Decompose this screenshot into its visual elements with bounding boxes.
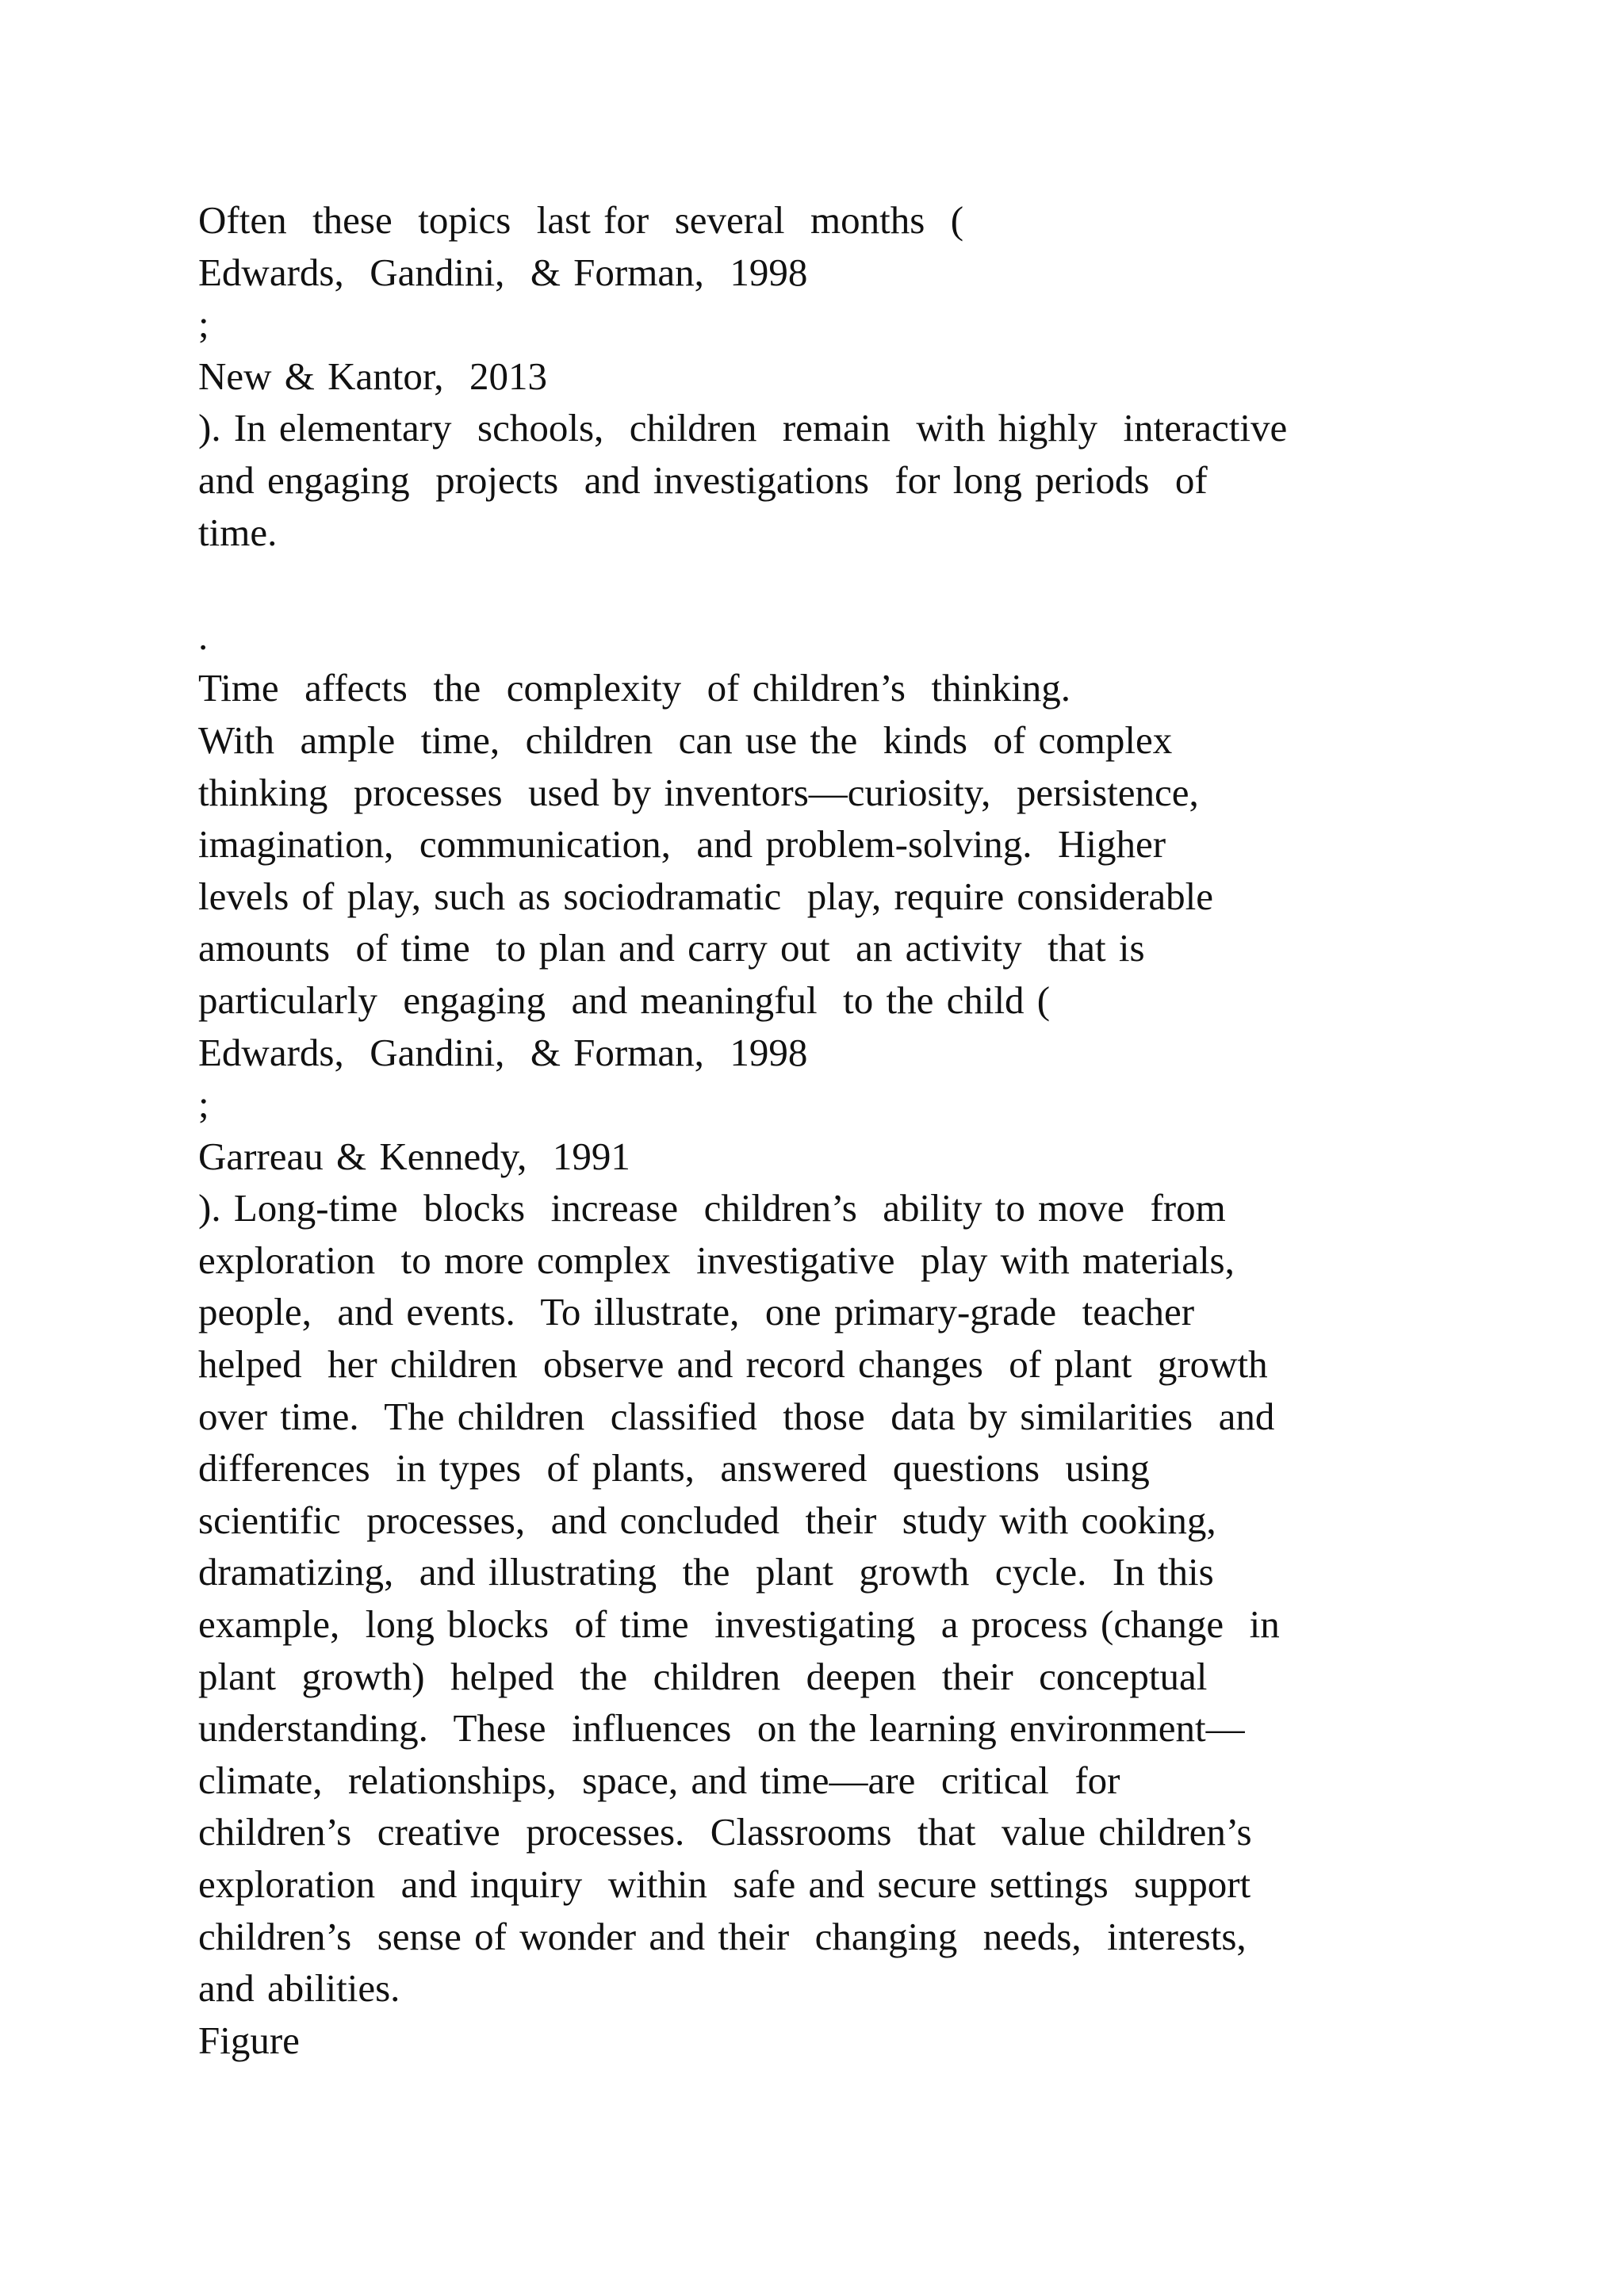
text-line: thinking processes used by inventors—curiosity, persistence, xyxy=(198,770,1199,814)
text-line: time. xyxy=(198,510,278,554)
text-line: ; xyxy=(198,1082,209,1127)
text-line: scientific processes, and concluded their study with cooking, xyxy=(198,1498,1216,1542)
text-line: children’s sense of wonder and their changing needs, interests, xyxy=(198,1914,1247,1958)
text-line: Edwards, Gandini, & Forman, 1998 xyxy=(198,1030,808,1074)
text-line: Time affects the complexity of children’s thinking. xyxy=(198,666,1071,710)
text-line: and engaging projects and investigations for long periods of xyxy=(198,457,1208,502)
text-line: climate, relationships, space, and time—are critical for xyxy=(198,1758,1120,1802)
text-line: example, long blocks of time investigating a process (change in xyxy=(198,1602,1280,1647)
text-line: particularly engaging and meaningful to the child ( xyxy=(198,978,1051,1022)
text-line: Garreau & Kennedy, 1991 xyxy=(198,1134,630,1178)
text-line: and abilities. xyxy=(198,1966,400,2011)
text-line: over time. The children classified those data by similarities and xyxy=(198,1394,1275,1438)
text-line: Edwards, Gandini, & Forman, 1998 xyxy=(198,250,808,294)
text-line: With ample time, children can use the kinds of complex xyxy=(198,718,1173,762)
text-line: amounts of time to plan and carry out an activity that is xyxy=(198,926,1145,970)
text-line: plant growth) helped the children deepen their conceptual xyxy=(198,1654,1208,1698)
text-line: imagination, communication, and problem-solving. Higher xyxy=(198,822,1166,867)
text-line: people, and events. To illustrate, one primary-grade teacher xyxy=(198,1290,1195,1334)
text-line: exploration and inquiry within safe and secure settings support xyxy=(198,1862,1251,1906)
text-line: exploration to more complex investigative play with materials, xyxy=(198,1238,1235,1282)
text-line: levels of play, such as sociodramatic play, require considerable xyxy=(198,874,1214,918)
text-line: . xyxy=(198,614,209,658)
blank-line xyxy=(198,558,1507,610)
text-line: differences in types of plants, answered questions using xyxy=(198,1446,1150,1490)
text-line: dramatizing, and illustrating the plant growth cycle. In this xyxy=(198,1550,1214,1594)
text-line: ). In elementary schools, children remain with highly interactive xyxy=(198,406,1288,450)
text-line: children’s creative processes. Classrooms that value children’s xyxy=(198,1810,1252,1854)
text-line: understanding. These influences on the learning environment— xyxy=(198,1706,1245,1751)
text-line: New & Kantor, 2013 xyxy=(198,354,547,398)
body-text xyxy=(198,194,1507,2066)
text-line: Figure xyxy=(198,2018,300,2062)
text-line: ). Long-time blocks increase children’s ability to move from xyxy=(198,1186,1226,1230)
text-line: Often these topics last for several months ( xyxy=(198,198,964,242)
text-line: helped her children observe and record changes of plant growth xyxy=(198,1342,1268,1387)
text-line: ; xyxy=(198,302,209,346)
